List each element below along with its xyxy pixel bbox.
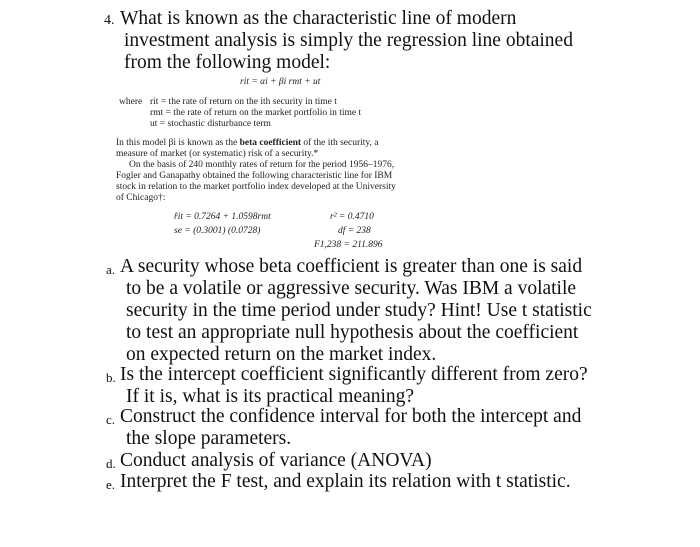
study-paragraph-line-1: On the basis of 240 monthly rates of return for the period 1956–1976, bbox=[129, 160, 395, 170]
part-d-letter: d. bbox=[106, 456, 116, 471]
definition-rmt: rmt = the rate of return on the market portfolio in time t bbox=[150, 108, 362, 118]
part-e-letter: e. bbox=[106, 477, 116, 492]
part-b-line-1: Is the intercept coefficient significantly different from zero? bbox=[120, 364, 588, 385]
definition-ut: ut = stochastic disturbance term bbox=[150, 119, 271, 129]
part-b-letter: b. bbox=[106, 370, 116, 385]
part-c-line-2: the slope parameters. bbox=[126, 428, 292, 449]
model-equation: rit = αi + βi rmt + ut bbox=[240, 77, 321, 87]
part-a-letter: a. bbox=[106, 262, 116, 277]
question-intro-line-1: What is known as the characteristic line of modern bbox=[120, 8, 517, 29]
question-intro-line-2: investment analysis is simply the regression line obtained bbox=[124, 30, 573, 51]
part-b-line-2: If it is, what is its practical meaning? bbox=[126, 386, 415, 407]
part-a-line-1: A security whose beta coefficient is greater than one is said bbox=[120, 256, 583, 277]
study-paragraph-line-4: of Chicago†: bbox=[116, 193, 166, 203]
part-e-line-1: Interpret the F test, and explain its relation with t statistic. bbox=[120, 471, 571, 492]
part-d-line-1: Conduct analysis of variance (ANOVA) bbox=[120, 450, 432, 471]
beta-paragraph-line-1: In this model βi is known as the beta coefficient of the ith security, a bbox=[116, 138, 379, 148]
study-paragraph-line-2: Fogler and Ganapathy obtained the following characteristic line for IBM bbox=[116, 171, 393, 181]
part-a-line-3: security in the time period under study? Hint! Use t statistic bbox=[126, 300, 592, 321]
study-paragraph-line-3: stock in relation to the market portfolio index developed at the University bbox=[116, 182, 396, 192]
estimated-equation: r̂it = 0.7264 + 1.0598rmt bbox=[174, 212, 271, 222]
part-c-line-1: Construct the confidence interval for both the intercept and bbox=[120, 406, 582, 427]
r-squared: r² = 0.4710 bbox=[330, 212, 374, 222]
beta-paragraph-line-2: measure of market (or systematic) risk of a security.* bbox=[116, 149, 319, 159]
where-label: where bbox=[119, 97, 143, 107]
beta-coefficient-term: beta coefficient bbox=[239, 138, 302, 148]
standard-errors: se = (0.3001) (0.0728) bbox=[174, 226, 261, 236]
degrees-of-freedom: df = 238 bbox=[338, 226, 371, 236]
part-a-line-2: to be a volatile or aggressive security. Was IBM a volatile bbox=[126, 278, 577, 299]
question-number: 4. bbox=[104, 13, 115, 28]
question-intro-line-3: from the following model: bbox=[124, 52, 331, 73]
part-c-letter: c. bbox=[106, 412, 116, 427]
f-statistic: F1,238 = 211.896 bbox=[314, 240, 383, 250]
definition-rit: rit = the rate of return on the ith security in time t bbox=[150, 97, 337, 107]
part-a-line-4: to test an appropriate null hypothesis about the coefficient bbox=[126, 322, 579, 343]
part-a-line-5: on expected return on the market index. bbox=[126, 344, 437, 365]
